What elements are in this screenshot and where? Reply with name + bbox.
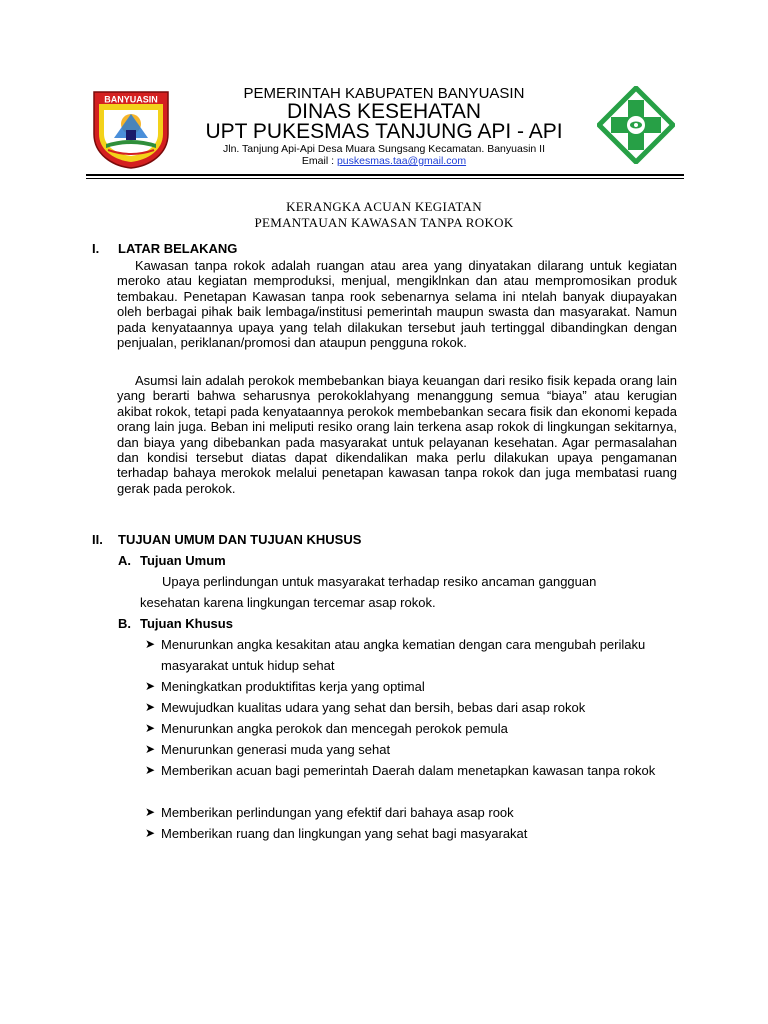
- list-item: [145, 823, 685, 844]
- list-item-text: Menurunkan angka perokok dan mencegah perokok pemula: [161, 721, 508, 736]
- arrow-bullet-icon: ➤: [145, 637, 156, 651]
- letterhead-divider-thick: [86, 174, 684, 176]
- section-title: LATAR BELAKANG: [118, 241, 238, 256]
- email-link[interactable]: puskesmas.taa@gmail.com: [336, 155, 467, 167]
- list-item: [145, 634, 685, 676]
- email-line: [180, 155, 588, 167]
- subsection-number: A.: [118, 553, 131, 568]
- letterhead-divider-thin: [86, 178, 684, 179]
- list-item-text: Menurunkan angka kesakitan atau angka kematian dengan cara mengubah perilaku masyarakat untuk hidup sehat: [161, 637, 646, 673]
- section-heading-tujuan: [92, 532, 361, 547]
- section-number: II.: [92, 532, 103, 547]
- section-number: I.: [92, 241, 100, 256]
- health-cross-icon: [597, 86, 675, 164]
- list-item-text: Memberikan ruang dan lingkungan yang sehat bagi masyarakat: [161, 826, 528, 841]
- background-paragraph-2: Asumsi lain adalah perokok membebankan biaya keuangan dari resiko fisik kepada orang lain yang berarti bahwa seharusnya perokoklahyang menanggung semua “biaya” atau kerugian akibat rokok, tetapi pada kenyataannya perokok membebankan secara fisik dan ekonomi kepada orang lain juga. Beban ini meliputi resiko orang lain terkena asap rokok di lingkungan sekitarnya, dan biaya yang dibebankan pada masyarakat untuk pelayanan kesehatan. Agar permasalahan dan kondisi tersebut diatas dapat dikendalikan maka perlu dilakukan upaya pengamanan terhadap bahaya merokok melalui penetapan kawasan tanpa rokok dan juga membatasi ruang gerak pada perokok.: [117, 373, 677, 496]
- address-line: Jln. Tanjung Api-Api Desa Muara Sungsang Kecamatan. Banyuasin II: [222, 143, 545, 155]
- banyuasin-emblem-icon: [90, 88, 172, 170]
- email-label: Email :: [301, 155, 335, 167]
- arrow-bullet-icon: ➤: [145, 805, 156, 819]
- general-goal-line-2: kesehatan karena lingkungan tercemar asap rokok.: [140, 595, 436, 610]
- arrow-bullet-icon: ➤: [145, 721, 156, 735]
- list-item: [145, 802, 685, 823]
- emblem-label: BANYUASIN: [104, 94, 158, 105]
- arrow-bullet-icon: ➤: [145, 826, 156, 840]
- unit-name: UPT PUKESMAS TANJUNG API - API: [205, 120, 563, 143]
- background-paragraph-1: Kawasan tanpa rokok adalah ruangan atau area yang dinyatakan dilarang untuk kegiatan meroko atau kegiatan memproduksi, menjual, mengiklnkan dan atau mempromosikan produk tembakau. Penetapan Kawasan tanpa rook sebenarnya selama ini ntelah banyak diupayakan oleh berbagai pihak baik lembaga/institusi pemerintah maupun swasta dan masyarakat. Namun pada kenyataannya upaya yang telah dilakukan tersebut jauh tertinggal dibandingkan dengan penjualan, periklanan/promosi dan ataupun pengguna rokok.: [117, 258, 677, 351]
- department-name: DINAS KESEHATAN: [286, 100, 482, 123]
- list-item-text: Mewujudkan kualitas udara yang sehat dan bersih, bebas dari asap rokok: [161, 700, 586, 715]
- list-item: [145, 739, 685, 760]
- subsection-title: Tujuan Umum: [140, 553, 226, 568]
- list-item-text: Meningkatkan produktifitas kerja yang optimal: [161, 679, 425, 694]
- document-subtitle: PEMANTAUAN KAWASAN TANPA ROKOK: [254, 215, 514, 230]
- subsection-title: Tujuan Khusus: [140, 616, 233, 631]
- list-item-text: Memberikan perlindungan yang efektif dari bahaya asap rook: [161, 805, 514, 820]
- arrow-bullet-icon: ➤: [145, 763, 156, 777]
- subheading-tujuan-khusus: [118, 616, 233, 631]
- subheading-tujuan-umum: [118, 553, 226, 568]
- government-name: PEMERINTAH KABUPATEN BANYUASIN: [243, 85, 525, 102]
- general-goal-line-1: Upaya perlindungan untuk masyarakat terhadap resiko ancaman gangguan: [162, 574, 597, 589]
- list-item: [145, 760, 685, 781]
- list-item: [145, 718, 685, 739]
- arrow-bullet-icon: ➤: [145, 679, 156, 693]
- list-item: [145, 697, 685, 718]
- list-item-text: Menurunkan generasi muda yang sehat: [161, 742, 391, 757]
- list-item: [145, 676, 685, 697]
- subsection-number: B.: [118, 616, 131, 631]
- section-heading-latar-belakang: [92, 241, 237, 256]
- arrow-bullet-icon: ➤: [145, 700, 156, 714]
- document-title: KERANGKA ACUAN KEGIATAN: [286, 199, 482, 214]
- section-title: TUJUAN UMUM DAN TUJUAN KHUSUS: [118, 532, 362, 547]
- list-item-text: Memberikan acuan bagi pemerintah Daerah dalam menetapkan kawasan tanpa rokok: [161, 763, 656, 778]
- arrow-bullet-icon: ➤: [145, 742, 156, 756]
